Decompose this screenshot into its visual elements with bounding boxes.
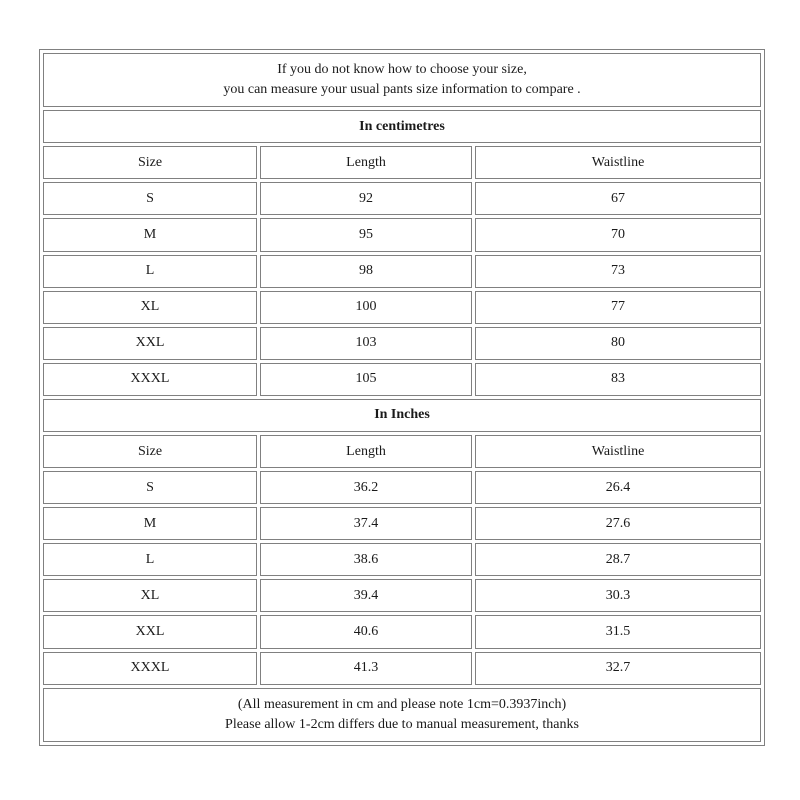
footer-line-1: (All measurement in cm and please note 1cm=0.3937inch) — [237, 696, 567, 712]
cm-length-cell: 98 — [260, 255, 472, 288]
table-row — [43, 652, 761, 685]
inch-length-cell: 37.4 — [260, 507, 472, 540]
intro-line-1: If you do not know how to choose your size, — [277, 62, 527, 78]
intro-line-2: you can measure your usual pants size information to compare . — [223, 82, 581, 98]
cm-waist-cell: 83 — [475, 363, 761, 396]
cm-waist-cell: 77 — [475, 291, 761, 324]
inch-waist-cell: 28.7 — [475, 543, 761, 576]
cm-section-title: In centimetres — [43, 110, 761, 143]
cm-size-cell: L — [43, 255, 257, 288]
table-row — [43, 579, 761, 612]
cm-waist-cell: 70 — [475, 218, 761, 251]
table-row — [43, 507, 761, 540]
table-row — [43, 543, 761, 576]
cm-waist-cell: 73 — [475, 255, 761, 288]
inch-size-cell: XL — [43, 579, 257, 612]
table-row — [43, 363, 761, 396]
inch-waist-cell: 32.7 — [475, 652, 761, 685]
cm-length-cell: 100 — [260, 291, 472, 324]
inch-length-cell: 39.4 — [260, 579, 472, 612]
footer-row — [43, 688, 761, 742]
table-row — [43, 471, 761, 504]
cm-length-cell: 95 — [260, 218, 472, 251]
cm-waist-cell: 67 — [475, 182, 761, 215]
inch-header-row — [43, 435, 761, 468]
inch-section-row — [43, 399, 761, 432]
inch-size-cell: XXL — [43, 615, 257, 648]
inch-size-cell: S — [43, 471, 257, 504]
inch-waist-cell: 26.4 — [475, 471, 761, 504]
cm-length-cell: 92 — [260, 182, 472, 215]
inch-header-length: Length — [260, 435, 472, 468]
cm-size-cell: M — [43, 218, 257, 251]
inch-header-waistline: Waistline — [475, 435, 761, 468]
inch-size-cell: L — [43, 543, 257, 576]
table-row — [43, 182, 761, 215]
footer-line-2: Please allow 1-2cm differs due to manual measurement, thanks — [225, 716, 579, 732]
intro-cell — [43, 53, 761, 107]
inch-length-cell: 40.6 — [260, 615, 472, 648]
inch-waist-cell: 27.6 — [475, 507, 761, 540]
footer-cell — [43, 688, 761, 742]
inch-header-size: Size — [43, 435, 257, 468]
cm-size-cell: XXL — [43, 327, 257, 360]
cm-length-cell: 103 — [260, 327, 472, 360]
table-row — [43, 327, 761, 360]
cm-size-cell: XXXL — [43, 363, 257, 396]
inch-length-cell: 36.2 — [260, 471, 472, 504]
table-row — [43, 255, 761, 288]
cm-header-row — [43, 146, 761, 179]
table-row — [43, 218, 761, 251]
cm-header-waistline: Waistline — [475, 146, 761, 179]
cm-waist-cell: 80 — [475, 327, 761, 360]
inch-length-cell: 41.3 — [260, 652, 472, 685]
inch-size-cell: M — [43, 507, 257, 540]
inch-size-cell: XXXL — [43, 652, 257, 685]
cm-size-cell: XL — [43, 291, 257, 324]
intro-row — [43, 53, 761, 107]
inch-length-cell: 38.6 — [260, 543, 472, 576]
inch-waist-cell: 31.5 — [475, 615, 761, 648]
inch-section-title: In Inches — [43, 399, 761, 432]
table-row — [43, 291, 761, 324]
table-row — [43, 615, 761, 648]
inch-waist-cell: 30.3 — [475, 579, 761, 612]
cm-section-row — [43, 110, 761, 143]
cm-header-length: Length — [260, 146, 472, 179]
cm-length-cell: 105 — [260, 363, 472, 396]
cm-header-size: Size — [43, 146, 257, 179]
cm-size-cell: S — [43, 182, 257, 215]
size-chart-table — [39, 49, 765, 746]
